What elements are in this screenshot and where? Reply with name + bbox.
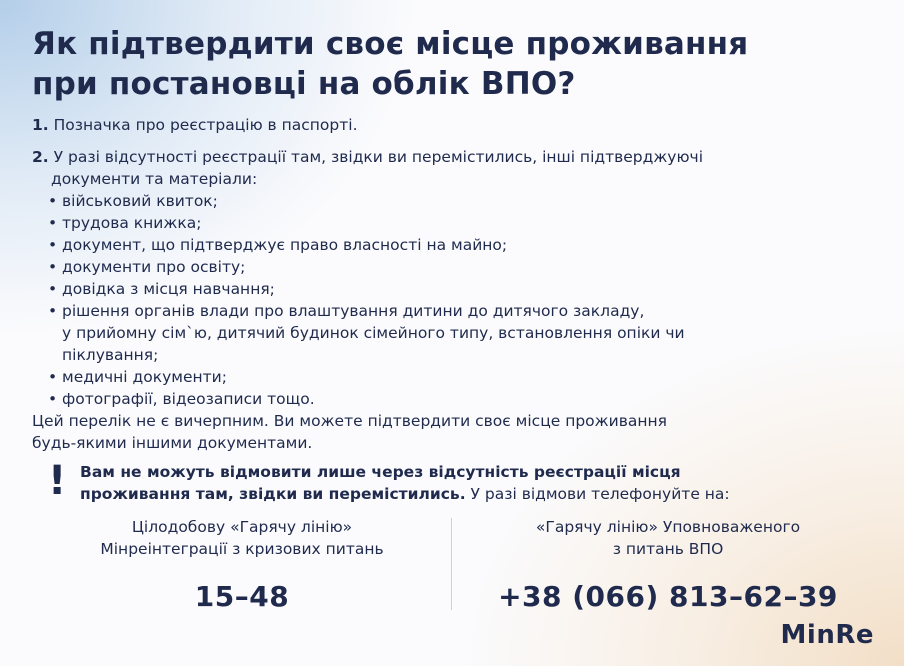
document-item-line: • рішення органів влади про влаштування дитини до дитячого закладу,: [62, 302, 645, 320]
document-item-line: • трудова книжка;: [62, 214, 202, 232]
point-1-text: Позначка про реєстрацію в паспорті.: [48, 116, 358, 134]
document-item: [48, 300, 872, 366]
list-note: [32, 410, 872, 454]
document-item: [48, 278, 872, 300]
document-item-line: у прийомну сім`ю, дитячий будинок сімейного типу, встановлення опіки чи: [62, 324, 685, 342]
document-item: [48, 234, 872, 256]
exclamation-icon: !: [48, 458, 67, 504]
point-2-number: 2.: [32, 148, 49, 166]
document-item-line: • довідка з місця навчання;: [62, 280, 275, 298]
note-line-2: будь-якими іншими документами.: [32, 434, 313, 452]
hotline-ombudsman: [468, 516, 868, 613]
note-line-1: Цей перелік не є вичерпним. Ви можете підтвердити своє місце проживання: [32, 412, 667, 430]
document-item: [48, 212, 872, 234]
document-item-line: • фотографії, відеозаписи тощо.: [62, 390, 315, 408]
document-item-line: • військовий квиток;: [62, 192, 218, 210]
document-item: [48, 256, 872, 278]
document-item-line: • документ, що підтверджує право власності на майно;: [62, 236, 508, 254]
warning-regular-text: У разі відмови телефонуйте на:: [465, 485, 730, 503]
point-1-number: 1.: [32, 116, 49, 134]
hotline-minreintegration: [52, 516, 432, 613]
title-line-1: Як підтвердити своє місце проживання: [32, 26, 749, 62]
hotline-left-number[interactable]: 15–48: [194, 580, 290, 613]
warning-bold-line-1: Вам не можуть відмовити лише через відсутність реєстрації місця: [80, 463, 681, 481]
document-item: [48, 366, 872, 388]
document-item-line: піклування;: [62, 346, 159, 364]
hotline-right-label-2: з питань ВПО: [612, 540, 724, 558]
point-passport: [32, 114, 872, 136]
documents-list: [32, 190, 872, 410]
hotline-left-label-1: Цілодобову «Гарячу лінію»: [131, 518, 353, 536]
point-no-registration: [32, 146, 872, 168]
document-item-line: • медичні документи;: [62, 368, 227, 386]
minre-logo: MinRe: [780, 620, 874, 650]
point-2-text-line-2: документи та матеріали:: [51, 170, 258, 188]
hotline-right-label-1: «Гарячу лінію» Уповноваженого: [535, 518, 801, 536]
document-item: [48, 388, 872, 410]
document-item: [48, 190, 872, 212]
page-title: [32, 24, 748, 104]
hotline-divider: [451, 518, 452, 610]
hotline-left-label-2: Мінреінтеграції з кризових питань: [100, 540, 384, 558]
title-line-2: при постановці на облік ВПО?: [32, 66, 576, 102]
hotline-right-number[interactable]: +38 (066) 813–62–39: [498, 580, 838, 613]
warning-text: [80, 461, 730, 505]
document-item-line: • документи про освіту;: [62, 258, 246, 276]
warning-bold-line-2: проживання там, звідки ви перемістились.: [80, 485, 466, 503]
point-2-text-line-1: У разі відсутності реєстрації там, звідки ви перемістились, інші підтверджуючі: [48, 148, 703, 166]
content-body: [32, 114, 872, 454]
